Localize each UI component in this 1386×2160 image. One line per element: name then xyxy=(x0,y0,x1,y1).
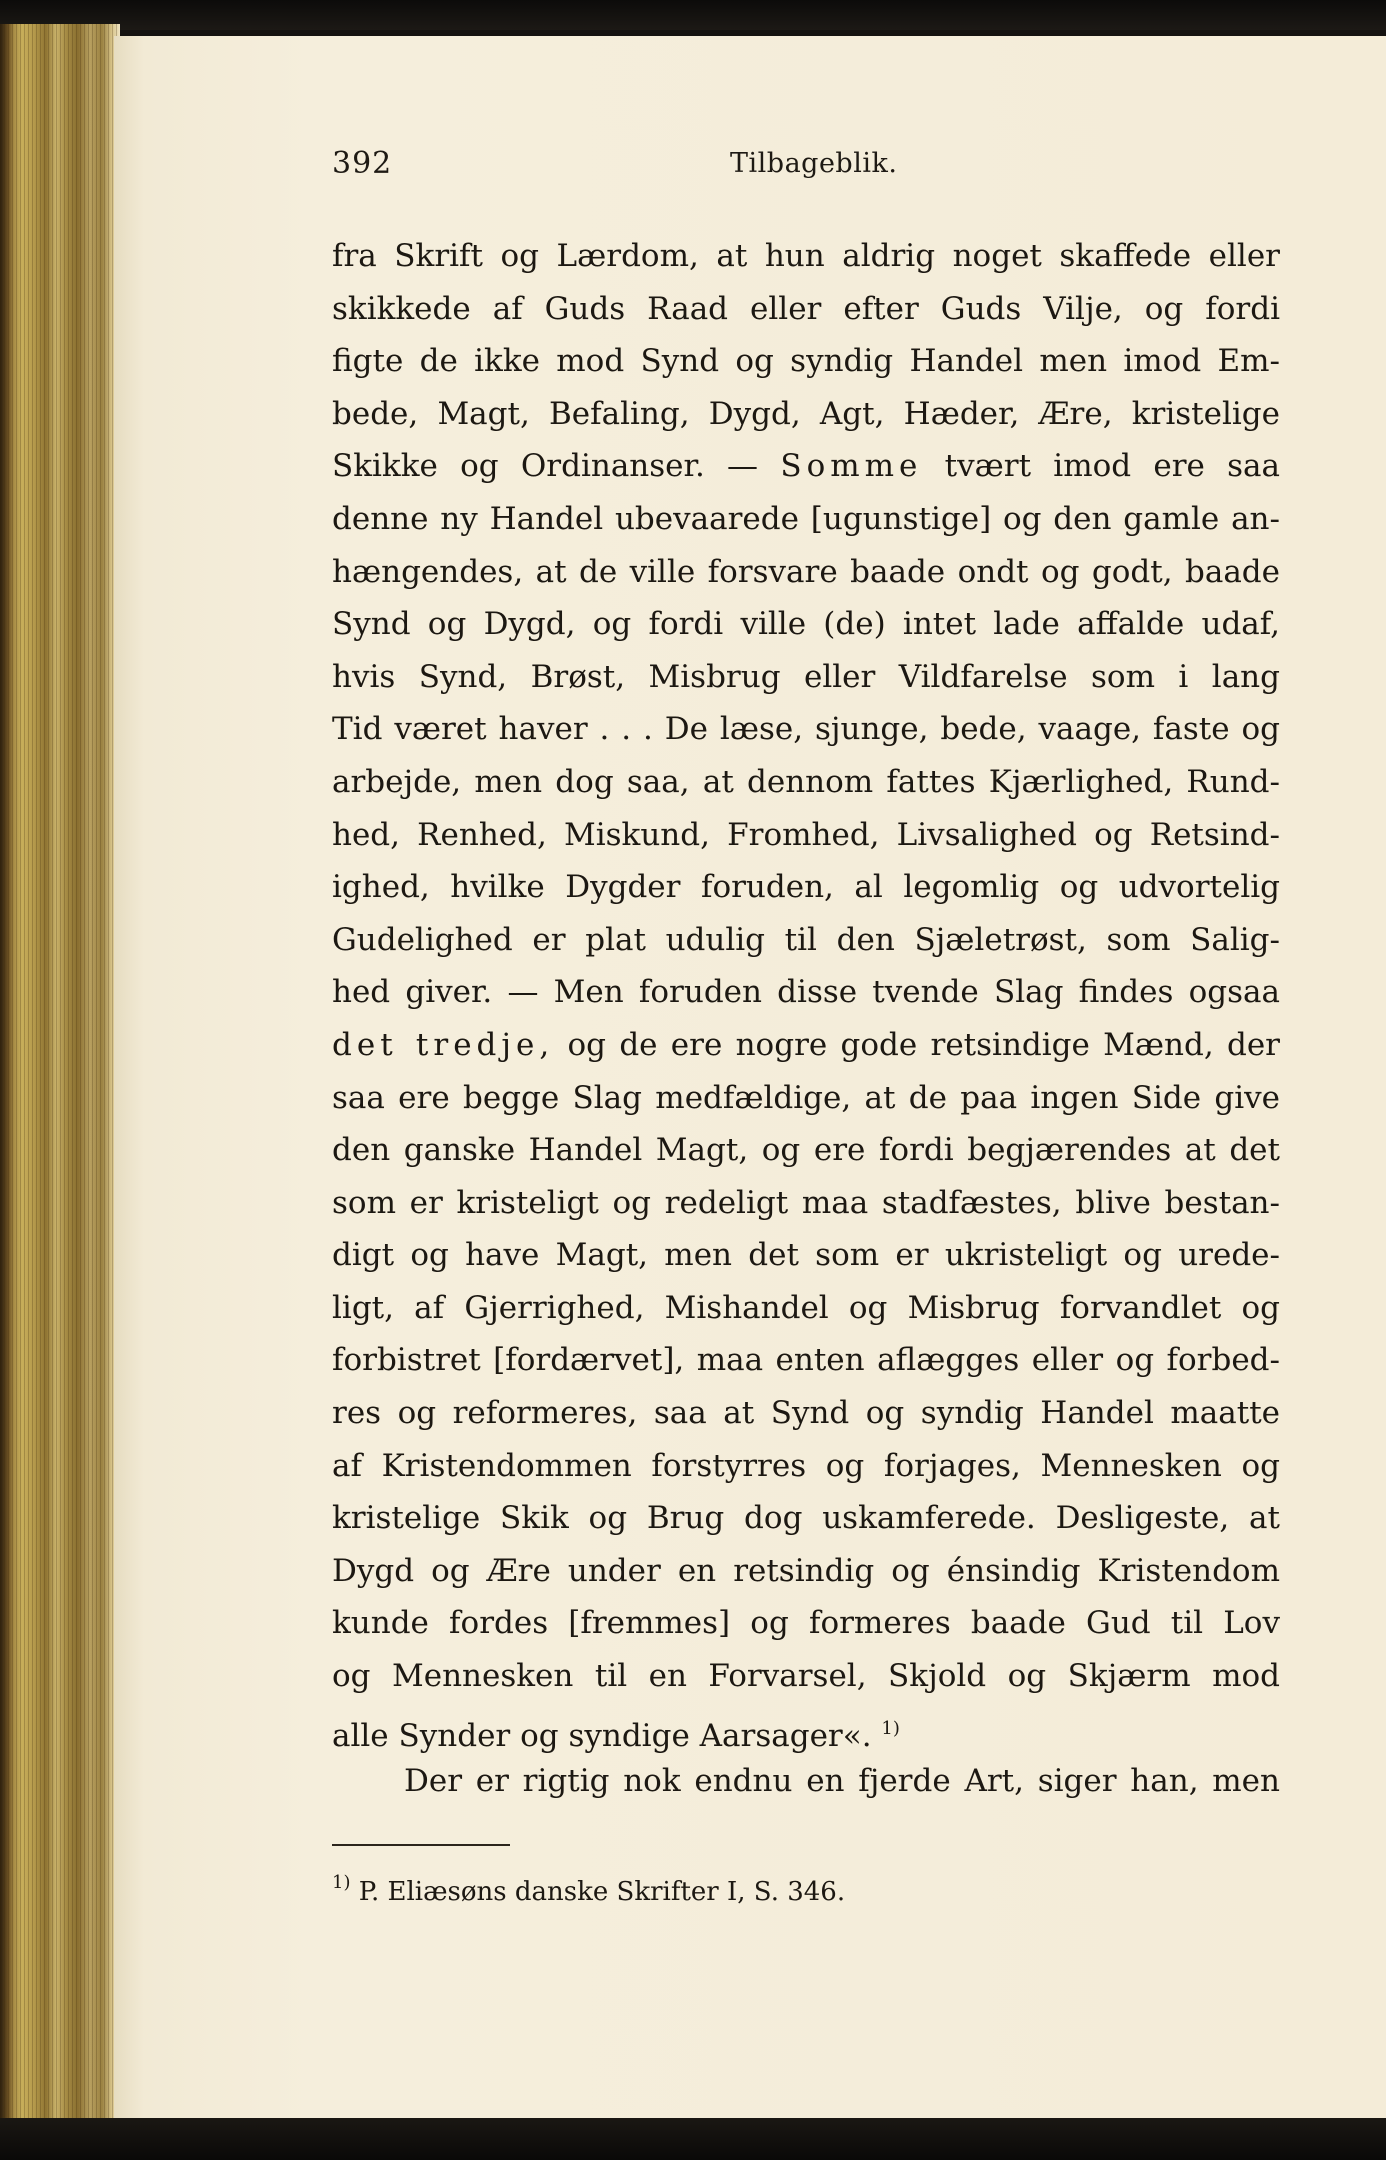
book-spine-edge xyxy=(0,24,120,2124)
text-line xyxy=(332,1703,1280,1756)
body-text xyxy=(332,230,1280,1808)
footnote-text: P. Eliæsøns danske Skrifter I, S. 346. xyxy=(358,1877,846,1907)
footnote xyxy=(332,1872,1280,1907)
text-segment: Skikke og Ordinanser. — xyxy=(332,448,759,485)
text-line: af Kristendommen forstyrres og forjages, Mennesken og xyxy=(332,1447,1280,1484)
text-line: saa ere begge Slag medfældige, at de paa ingen Side give xyxy=(332,1079,1280,1116)
text-line: kunde fordes [fremmes] og formeres baade Gud til Lov xyxy=(332,1605,1280,1642)
text-line: hvis Synd, Brøst, Misbrug eller Vildfarelse som i lang xyxy=(332,658,1280,695)
emphasis-tredje: det tredje, xyxy=(332,1026,555,1063)
text-line: forbistret [fordærvet], maa enten aflægges eller og forbed- xyxy=(332,1342,1280,1379)
text-line: digt og have Magt, men det som er ukristeligt og urede- xyxy=(332,1237,1280,1274)
text-line: den ganske Handel Magt, og ere fordi begjærendes at det xyxy=(332,1132,1280,1169)
text-line xyxy=(332,440,1280,493)
page-number: 392 xyxy=(332,146,393,181)
running-head xyxy=(332,146,1280,186)
text-line: Dygd og Ære under en retsindig og énsindig Kristendom xyxy=(332,1552,1280,1589)
text-segment: og de ere nogre gode retsindige Mænd, der xyxy=(567,1026,1280,1063)
footnote-reference[interactable]: 1) xyxy=(881,1717,900,1739)
text-line: fra Skrift og Lærdom, at hun aldrig noget skaffede eller xyxy=(332,238,1280,274)
text-line: arbejde, men dog saa, at dennom fattes Kjærlighed, Rund- xyxy=(332,763,1280,800)
text-line: Synd og Dygd, og fordi ville (de) intet lade affalde udaf, xyxy=(332,606,1280,643)
text-line: ligt, af Gjerrighed, Mishandel og Misbrug forvandlet og xyxy=(332,1289,1280,1326)
footnote-marker: 1) xyxy=(332,1872,351,1893)
text-line: ighed, hvilke Dygder foruden, al legomlig og udvortelig xyxy=(332,869,1280,906)
text-line: hængendes, at de ville forsvare baade ondt og godt, baade xyxy=(332,553,1280,590)
text-line: og Mennesken til en Forvarsel, Skjold og Skjærm mod xyxy=(332,1658,1280,1695)
text-segment: alle Synder og syndige Aarsager«. xyxy=(332,1717,872,1754)
emphasis-somme: Somme xyxy=(780,448,923,485)
text-line: Der er rigtig nok endnu en fjerde Art, siger han, men xyxy=(404,1763,1280,1800)
scan-border-top xyxy=(0,0,1386,30)
scan-border-bottom xyxy=(0,2118,1386,2160)
text-line: som er kristeligt og redeligt maa stadfæstes, blive bestan- xyxy=(332,1184,1280,1221)
text-line: figte de ikke mod Synd og syndig Handel men imod Em- xyxy=(332,343,1280,380)
text-segment: tvært imod ere saa xyxy=(944,448,1280,485)
text-line: Gudelighed er plat udulig til den Sjæletrøst, som Salig- xyxy=(332,921,1280,958)
text-line xyxy=(332,1019,1280,1072)
text-line: hed giver. — Men foruden disse tvende Slag findes ogsaa xyxy=(332,974,1280,1011)
text-line: Tid været haver . . . De læse, sjunge, bede, vaage, faste og xyxy=(332,711,1280,748)
text-line: bede, Magt, Befaling, Dygd, Agt, Hæder, Ære, kristelige xyxy=(332,395,1280,432)
text-line: hed, Renhed, Miskund, Fromhed, Livsalighed og Retsind- xyxy=(332,816,1280,853)
text-line: res og reformeres, saa at Synd og syndig Handel maatte xyxy=(332,1395,1280,1432)
text-line: kristelige Skik og Brug dog uskamferede. Desligeste, at xyxy=(332,1500,1280,1537)
text-line: skikkede af Guds Raad eller efter Guds Vilje, og fordi xyxy=(332,290,1280,327)
footnote-rule xyxy=(332,1844,510,1846)
running-title: Tilbageblik. xyxy=(730,148,898,179)
text-line: denne ny Handel ubevaarede [ugunstige] og den gamle an- xyxy=(332,500,1280,537)
